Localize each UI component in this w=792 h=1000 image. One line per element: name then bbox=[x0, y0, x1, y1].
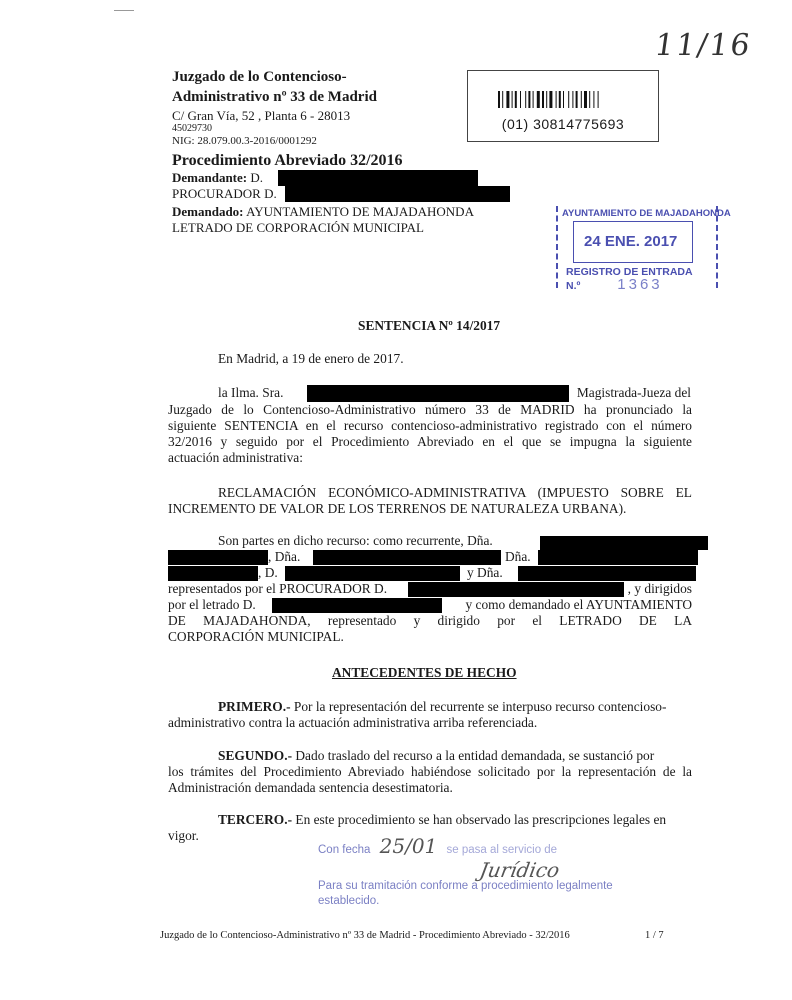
second-text: Dado traslado del recurso a la entidad demandada, se sustanció por bbox=[295, 748, 655, 763]
intro-line3: siguiente SENTENCIA en el recurso contencioso-administrativo registrado con el número bbox=[168, 418, 692, 433]
registry-number: 1363 bbox=[617, 276, 663, 293]
redaction-party3b bbox=[168, 566, 258, 581]
claim-line2: INCREMENTO DE VALOR DE LOS TERRENOS DE NATURALEZA URBANA). bbox=[168, 501, 627, 516]
barcode-graphic bbox=[498, 91, 623, 108]
redaction-plaintiff bbox=[278, 170, 478, 186]
barcode-number: (01) 30814775693 bbox=[501, 116, 625, 132]
parties-line5a: por el letrado D. bbox=[168, 597, 256, 612]
barcode-bar bbox=[542, 91, 544, 108]
second-label: SEGUNDO.- bbox=[218, 748, 293, 763]
redaction-party2 bbox=[313, 550, 501, 565]
registry-date-box bbox=[573, 221, 693, 263]
intro-line1b: Magistrada-Jueza del bbox=[576, 385, 691, 400]
registry-label: REGISTRO DE ENTRADA bbox=[566, 266, 693, 278]
redaction-party1 bbox=[540, 536, 708, 550]
intro-line1a: la Ilma. Sra. bbox=[218, 385, 284, 400]
redaction-lawyer bbox=[272, 598, 442, 613]
procedure-title: Procedimiento Abreviado 32/2016 bbox=[172, 152, 403, 169]
barcode-bar bbox=[589, 91, 590, 108]
barcode-bar bbox=[537, 91, 540, 108]
third-text: En este procedimiento se han observado las prescripciones legales en bbox=[295, 812, 667, 827]
sentence-title: SENTENCIA Nº 14/2017 bbox=[358, 318, 501, 333]
second-paragraph-line3: Administración demandada sentencia desestimatoria. bbox=[168, 780, 453, 795]
barcode-bar bbox=[515, 91, 517, 108]
intro-line2: Juzgado de lo Contencioso-Administrativo número 33 de MADRID ha pronunciado la bbox=[168, 402, 692, 417]
barcode-bar bbox=[520, 91, 521, 108]
barcode-bar bbox=[549, 91, 552, 108]
registry-date: 24 ENE. 2017 bbox=[584, 233, 678, 250]
second-paragraph-line2: los trámites del Procedimiento Abreviado habiéndose solicitado por la representación de la bbox=[168, 764, 692, 779]
claim-line1: RECLAMACIÓN ECONÓMICO-ADMINISTRATIVA (IMPUESTO SOBRE EL bbox=[218, 485, 692, 500]
barcode-bar bbox=[528, 91, 530, 108]
barcode-bar bbox=[525, 91, 526, 108]
facts-heading: ANTECEDENTES DE HECHO bbox=[332, 665, 517, 680]
footer-text: Juzgado de lo Contencioso-Administrativo nº 33 de Madrid - Procedimiento Abreviado - 32/2016 bbox=[160, 930, 570, 941]
redaction-procurator2 bbox=[408, 582, 624, 597]
barcode-bar bbox=[556, 91, 557, 108]
parties-line3a: , D. bbox=[258, 565, 278, 580]
parties-line6: DE MAJADAHONDA, representado y dirigido por el LETRADO DE LA bbox=[168, 613, 692, 628]
redaction-party5 bbox=[518, 566, 696, 581]
redaction-party1b bbox=[168, 550, 268, 565]
barcode-bar bbox=[533, 91, 534, 108]
first-paragraph-line1 bbox=[218, 699, 692, 715]
barcode-bar bbox=[512, 91, 513, 108]
barcode-bar bbox=[546, 91, 547, 108]
barcode-bar bbox=[584, 91, 587, 108]
registry-stamp bbox=[556, 206, 731, 293]
transfer-stamp-date: 25/01 bbox=[379, 834, 438, 858]
transfer-stamp-line1 bbox=[318, 834, 557, 858]
barcode-box bbox=[467, 70, 659, 142]
registry-number-prefix: N.º bbox=[566, 280, 581, 292]
defendant-line bbox=[172, 204, 474, 220]
transfer-stamp-line3: establecido. bbox=[318, 895, 380, 907]
defendant-name: AYUNTAMIENTO DE MAJADAHONDA bbox=[246, 204, 474, 219]
parties-line3b: y Dña. bbox=[467, 565, 503, 580]
court-code: 45029730 bbox=[172, 123, 212, 134]
sentence-date-line: En Madrid, a 19 de enero de 2017. bbox=[218, 351, 404, 366]
barcode-bar bbox=[593, 91, 594, 108]
first-label: PRIMERO.- bbox=[218, 699, 291, 714]
court-name-line2: Administrativo nº 33 de Madrid bbox=[172, 89, 377, 105]
handwritten-page-note: 11/16 bbox=[652, 28, 754, 63]
barcode-bar bbox=[563, 91, 564, 108]
transfer-stamp-line2: Para su tramitación conforme a procedimiento legalmente bbox=[318, 880, 613, 892]
transfer-stamp-date-label: Con fecha bbox=[318, 844, 371, 856]
court-address: C/ Gran Vía, 52 , Planta 6 - 28013 bbox=[172, 108, 351, 123]
barcode-bar bbox=[576, 91, 578, 108]
parties-line2b: Dña. bbox=[505, 549, 531, 564]
nig-number: NIG: 28.079.00.3-2016/0001292 bbox=[172, 135, 317, 147]
parties-line2a: , Dña. bbox=[268, 549, 301, 564]
defendant-label: Demandado: bbox=[172, 204, 244, 219]
first-text: Por la representación del recurrente se interpuso recurso contencioso- bbox=[293, 699, 667, 714]
court-name-line1: Juzgado de lo Contencioso- bbox=[172, 69, 347, 85]
third-label: TERCERO.- bbox=[218, 812, 293, 827]
intro-line4: 32/2016 y seguido por el Procedimiento Abreviado en el que se impugna la siguiente bbox=[168, 434, 692, 449]
plaintiff-prefix: D. bbox=[250, 170, 263, 185]
transfer-stamp-service: se pasa al servicio de bbox=[446, 844, 558, 856]
barcode-bar bbox=[568, 91, 569, 108]
defendant-lawyer: LETRADO DE CORPORACIÓN MUNICIPAL bbox=[172, 220, 424, 235]
parties-line7: CORPORACIÓN MUNICIPAL. bbox=[168, 629, 344, 644]
redaction-party3 bbox=[538, 550, 698, 565]
plaintiff-label: Demandante: bbox=[172, 170, 248, 185]
redaction-judge bbox=[307, 385, 569, 402]
registry-stamp-title: AYUNTAMIENTO DE MAJADAHONDA bbox=[562, 208, 731, 219]
barcode-bar bbox=[559, 91, 561, 108]
barcode-bar bbox=[572, 91, 573, 108]
second-paragraph-line1 bbox=[218, 748, 692, 764]
redaction-party4 bbox=[285, 566, 460, 581]
scan-mark bbox=[114, 10, 134, 11]
barcode-bar bbox=[506, 91, 509, 108]
barcode-bar bbox=[581, 91, 582, 108]
parties-line4b: , y dirigidos bbox=[627, 581, 692, 596]
procurator-label: PROCURADOR D. bbox=[172, 186, 277, 201]
barcode-bar bbox=[502, 91, 503, 108]
footer-page-number: 1 / 7 bbox=[645, 930, 664, 941]
first-paragraph-line2: administrativo contra la actuación administrativa arriba referenciada. bbox=[168, 715, 538, 730]
third-paragraph-line1 bbox=[218, 812, 692, 828]
plaintiff-line bbox=[172, 170, 263, 186]
parties-line5b: y como demandado el AYUNTAMIENTO bbox=[465, 597, 692, 612]
intro-line5: actuación administrativa: bbox=[168, 450, 303, 465]
transfer-stamp-signature: Jurídico bbox=[477, 858, 562, 882]
parties-line1: Son partes en dicho recurso: como recurrente, Dña. bbox=[218, 533, 493, 548]
barcode-bar bbox=[498, 91, 500, 108]
redaction-procurator bbox=[285, 186, 510, 202]
parties-line4a: representados por el PROCURADOR D. bbox=[168, 581, 388, 596]
third-paragraph-line2: vigor. bbox=[168, 828, 199, 843]
barcode-bar bbox=[598, 91, 599, 108]
registry-number-line bbox=[566, 276, 663, 293]
